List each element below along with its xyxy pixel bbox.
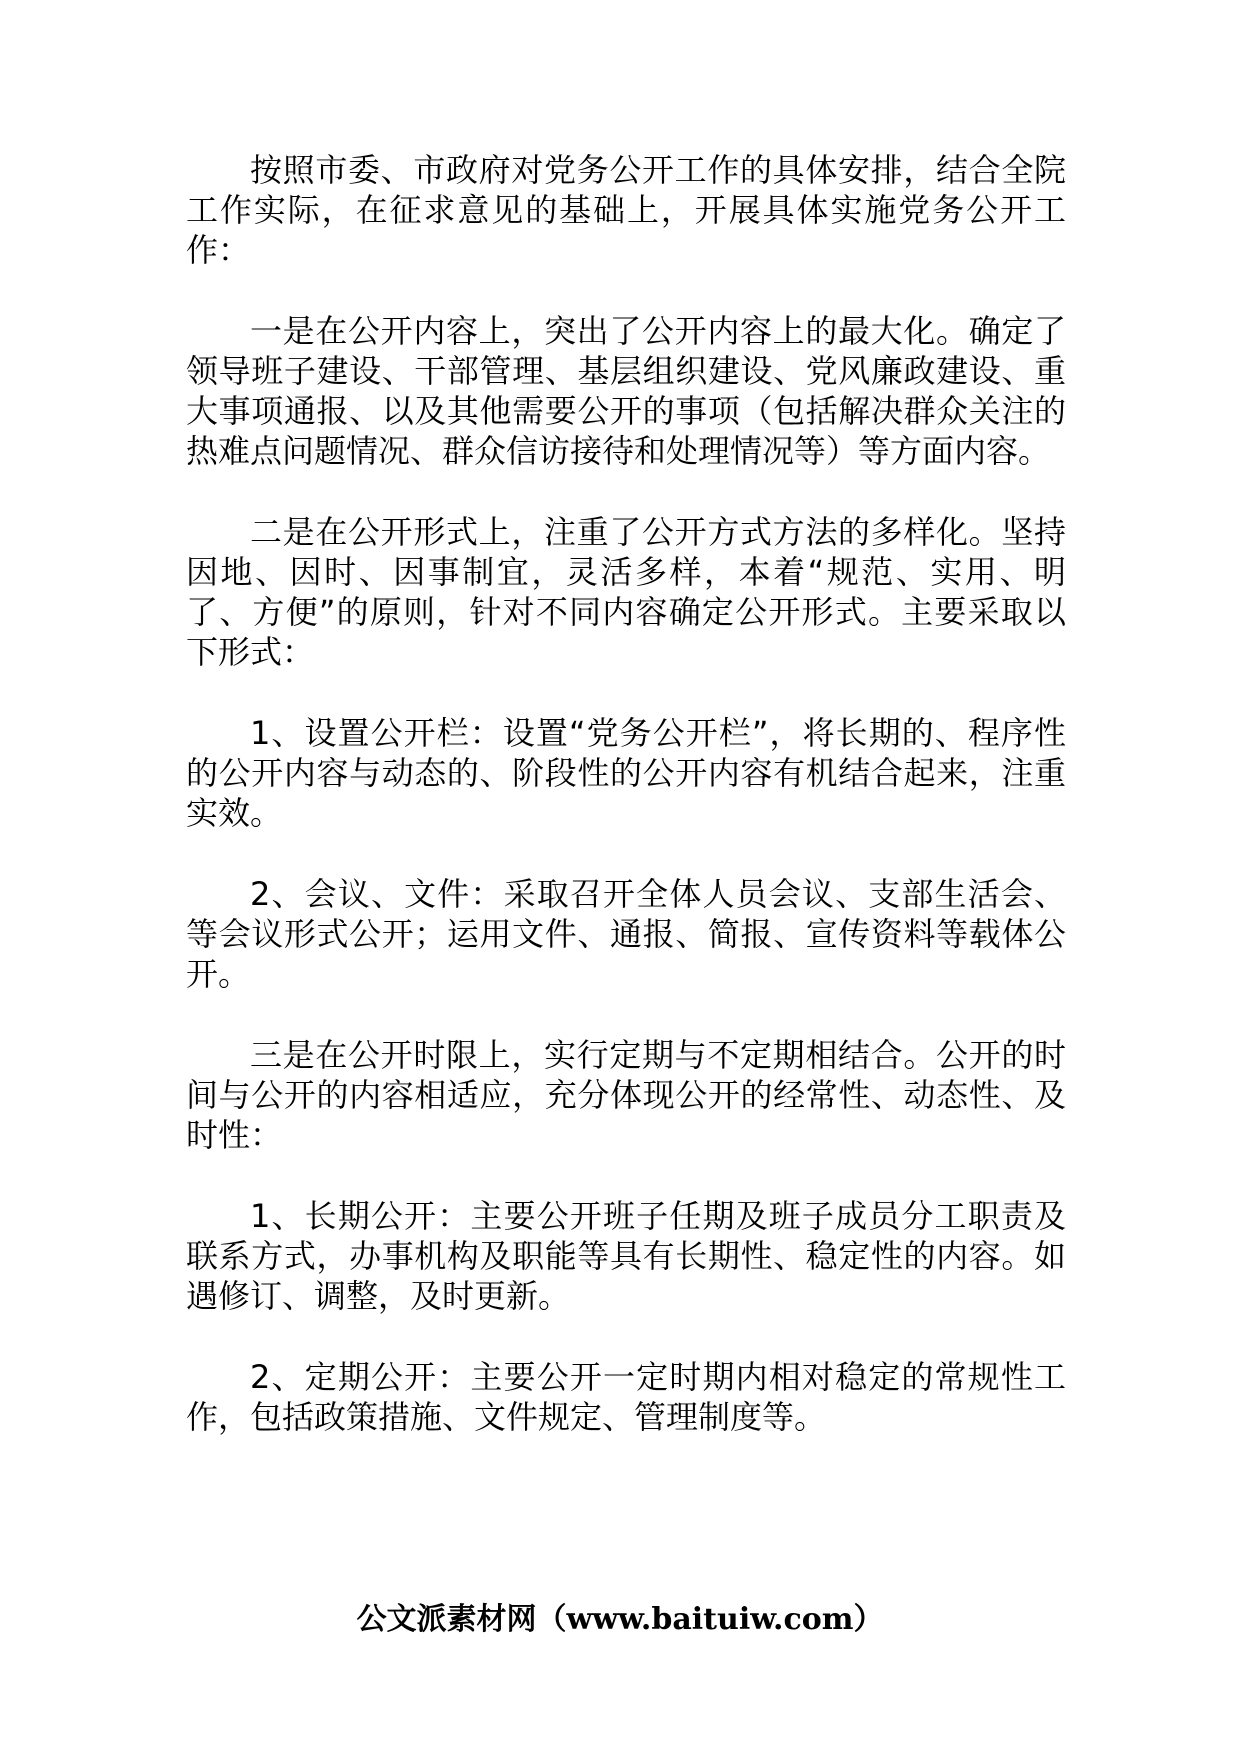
footer-watermark: 公文派素材网（www.baituiw.com） <box>356 1602 884 1637</box>
paragraph-disclosure-timing: 三是在公开时限上，实行定期与不定期相结合。公开的时间与公开的内容相适应，充分体现公开的经常性、动态性、及时性： <box>186 1036 1066 1154</box>
paragraph-long-term: 1、长期公开：主要公开班子任期及班子成员分工职责及联系方式，办事机构及职能等具有长期性、稳定性的内容。如遇修订、调整，及时更新。 <box>186 1197 1066 1315</box>
document-body <box>186 150 1066 1478</box>
paragraph-intro: 按照市委、市政府对党务公开工作的具体安排，结合全院工作实际，在征求意见的基础上，开展具体实施党务公开工作： <box>186 151 1066 269</box>
paragraph-periodic: 2、定期公开：主要公开一定时期内相对稳定的常规性工作，包括政策措施、文件规定、管理制度等。 <box>186 1358 1066 1436</box>
paragraph-bulletin-board: 1、设置公开栏：设置“党务公开栏”，将长期的、程序性的公开内容与动态的、阶段性的公开内容有机结合起来，注重实效。 <box>186 714 1066 832</box>
paragraph-disclosure-form: 二是在公开形式上，注重了公开方式方法的多样化。坚持因地、因时、因事制宜，灵活多样，本着“规范、实用、明了、方便”的原则，针对不同内容确定公开形式。主要采取以下形式： <box>186 513 1066 671</box>
paragraph-content-scope: 一是在公开内容上，突出了公开内容上的最大化。确定了领导班子建设、干部管理、基层组织建设、党风廉政建设、重大事项通报、以及其他需要公开的事项（包括解决群众关注的热难点问题情况、群众信访接待和处理情况等）等方面内容。 <box>186 312 1066 470</box>
paragraph-meetings-documents: 2、会议、文件：采取召开全体人员会议、支部生活会、等会议形式公开；运用文件、通报、简报、宣传资料等载体公开。 <box>186 875 1066 993</box>
